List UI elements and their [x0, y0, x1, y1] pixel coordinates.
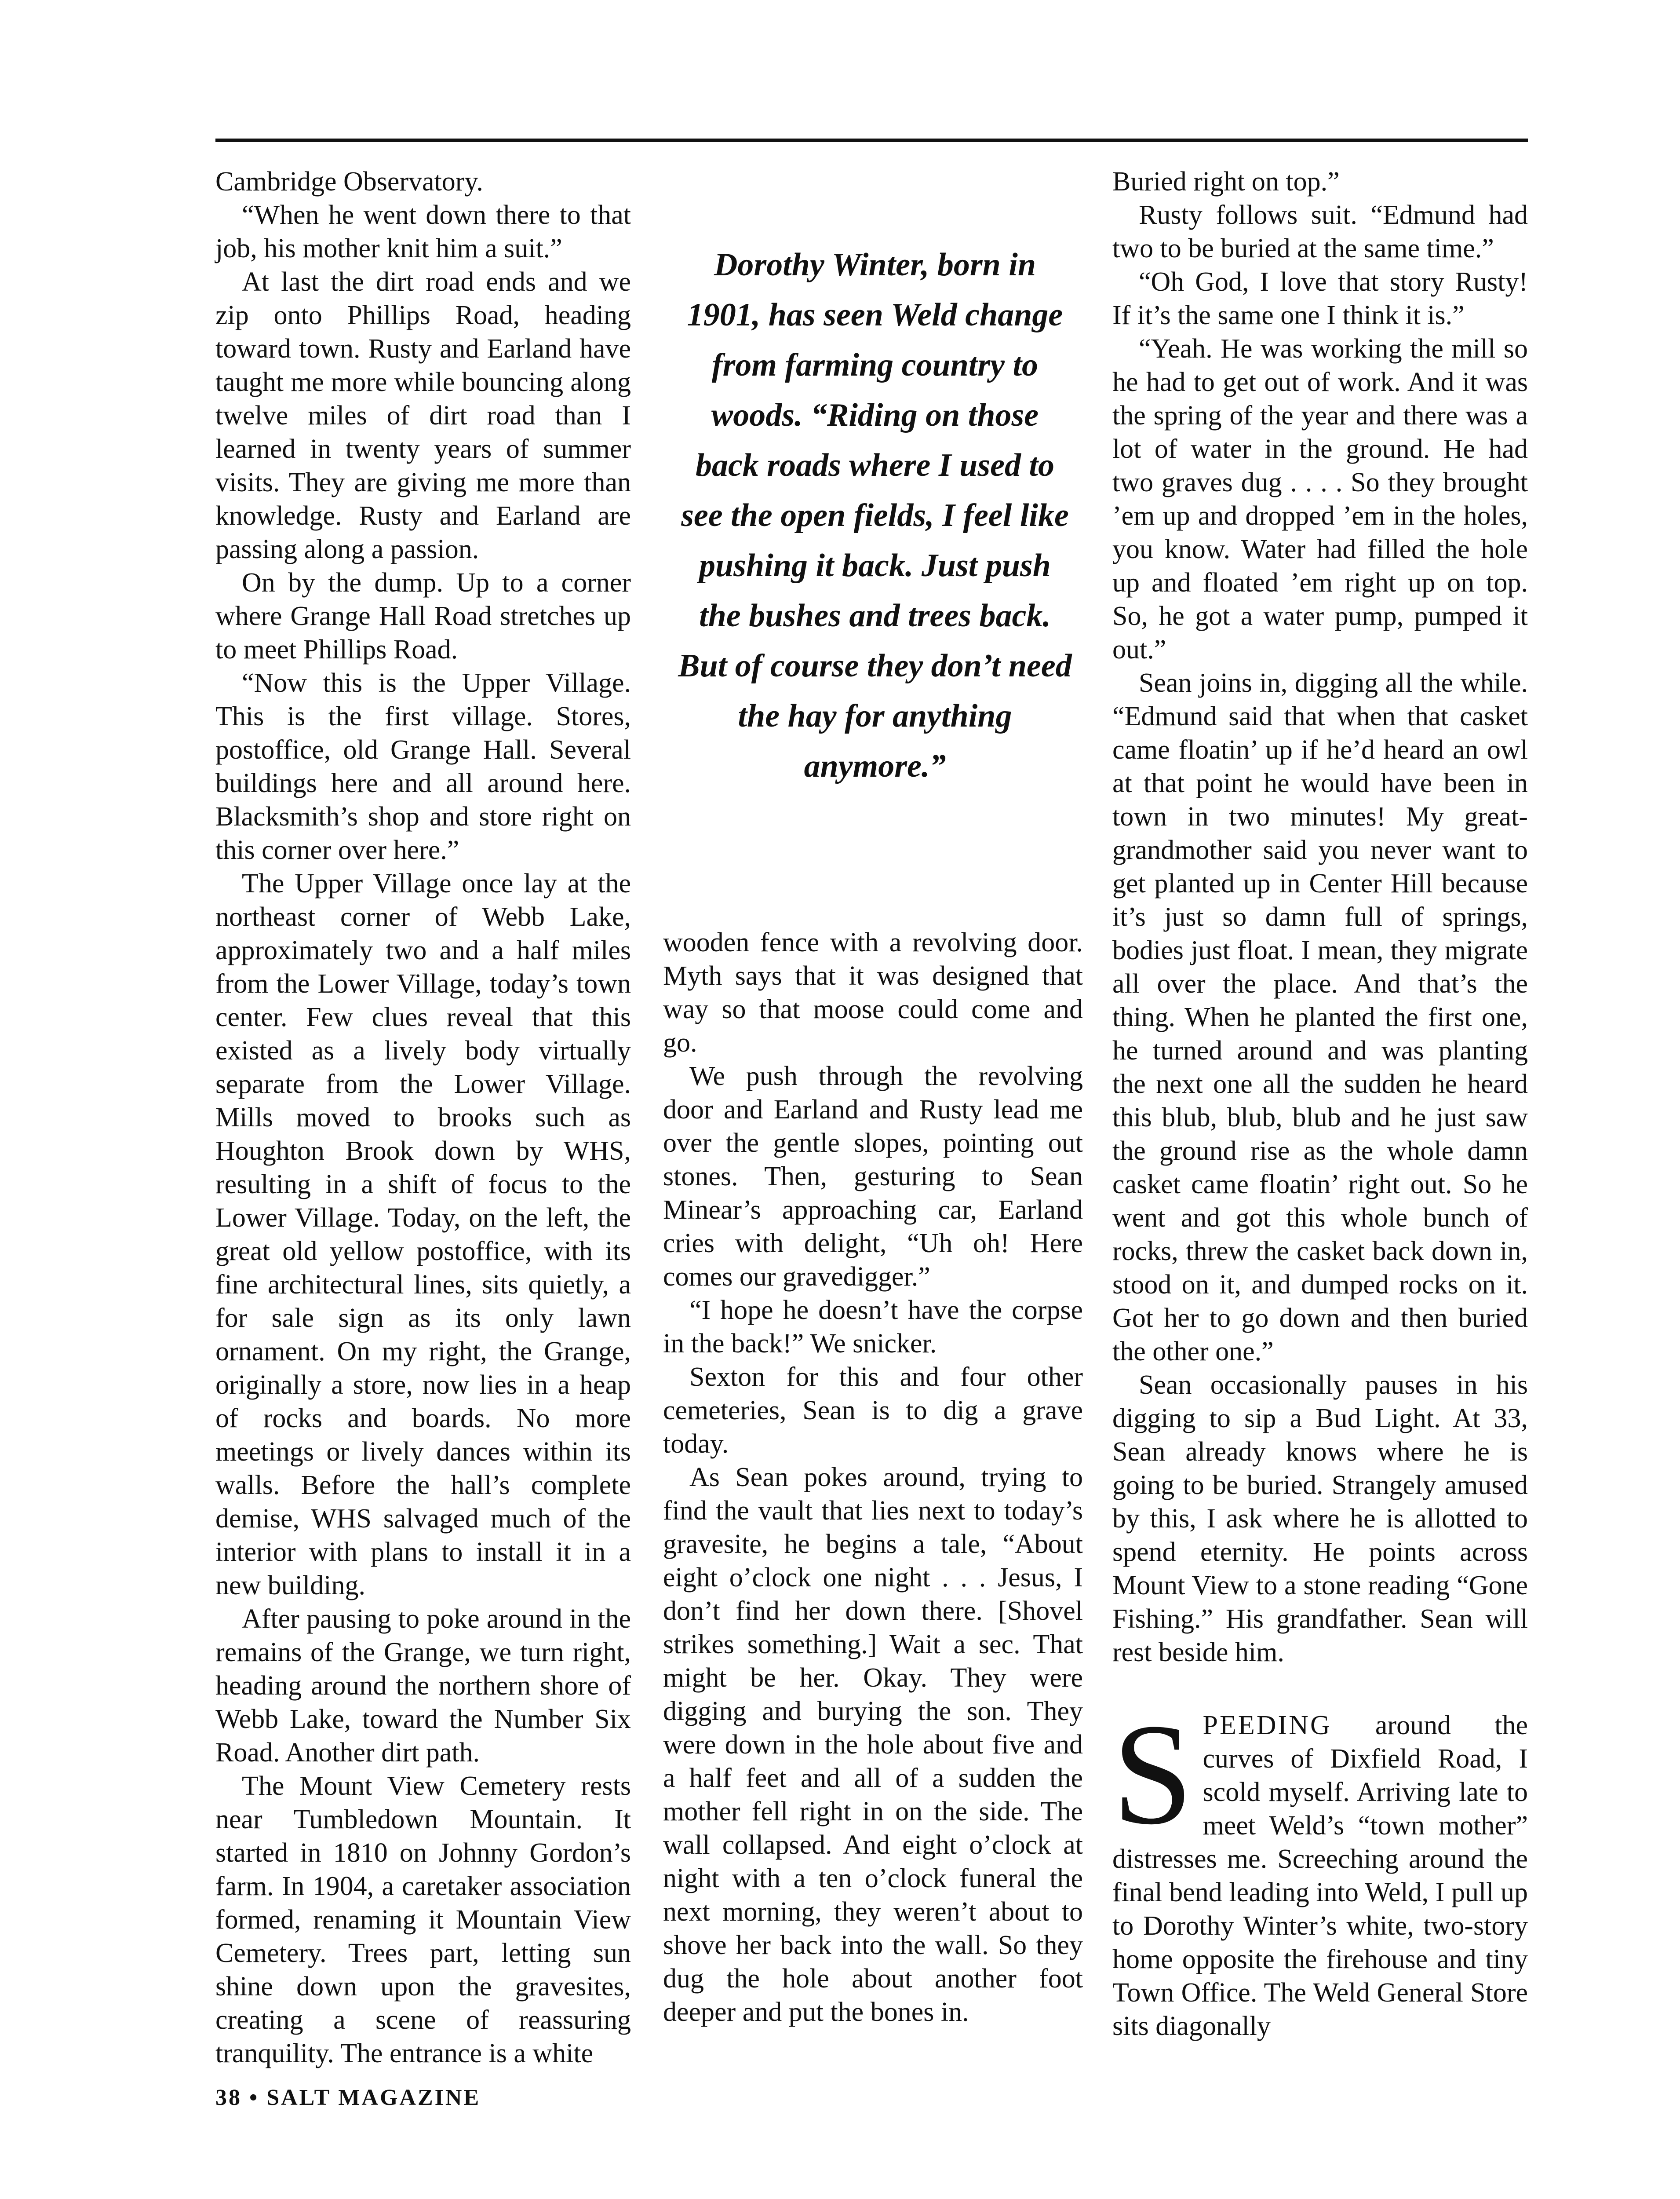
- paragraph: Sexton for this and four other cemeteries, Sean is to dig a grave today.: [663, 1362, 1083, 1459]
- column-3-body: [1112, 165, 1528, 1669]
- paragraph: Cambridge Observatory.: [215, 167, 483, 197]
- paragraph: We push through the revolving door and Earland and Rusty lead me over the gentle slopes, pointing out stones. Then, gesturing to Sean Minear’s approaching car, Earland cries with delight, “Uh oh! Here comes our gravedigger.”: [663, 1061, 1083, 1292]
- section-start-paragraph: [1112, 1694, 1528, 2043]
- paragraph: Sean joins in, digging all the while. “Edmund said that when that casket came floatin’ up if he’d heard an owl at that point he would have been in town in two minutes! My great-grandmother said you never want to get planted up in Center Hill because it’s just so damn full of springs, bodies just float. I mean, they migrate all over the place. And that’s the thing. When he planted the first one, he turned around and was planting the next one all the sudden he heard this blub, blub, blub and he just saw the ground rise as the whole damn casket came floatin’ right out. So he went and got this whole bunch of rocks, threw the casket back down in, stood on it, and dumped rocks on it. Got her to go down and then buried the other one.”: [1112, 668, 1528, 1366]
- lead-caps: PEEDING: [1203, 1710, 1332, 1740]
- paragraph: Sean occasionally pauses in his digging to sip a Bud Light. At 33, Sean already knows where he is going to be buried. Strangely amused by this, I ask where he is allotted to spend eternity. He points across Mount View to a stone reading “Gone Fishing.” His grandfather. Sean will rest beside him.: [1112, 1370, 1528, 1667]
- paragraph: Buried right on top.”: [1112, 167, 1340, 197]
- page-footer: 38 • SALT MAGAZINE: [215, 2085, 481, 2110]
- column-3: [1112, 165, 1528, 2043]
- paragraph: “Yeah. He was working the mill so he had to get out of work. And it was the spring of the year and there was a lot of water in the ground. He had two graves dug . . . . So they brought ’em up and dropped ’em in the holes, you know. Water had filled the hole up and floated ’em right up on top. So, he got a water pump, pumped it out.”: [1112, 334, 1528, 665]
- column-1: [215, 165, 631, 2070]
- paragraph: “Oh God, I love that story Rusty! If it’s the same one I think it is.”: [1112, 267, 1528, 330]
- top-rule: [215, 139, 1528, 142]
- paragraph: Rusty follows suit. “Edmund had two to be buried at the same time.”: [1112, 200, 1528, 263]
- paragraph: “I hope he doesn’t have the corpse in the back!” We snicker.: [663, 1295, 1083, 1359]
- paragraph: “When he went down there to that job, his mother knit him a suit.”: [215, 200, 631, 263]
- column-2: [663, 926, 1083, 2029]
- paragraph: The Upper Village once lay at the northeast corner of Webb Lake, approximately two and a half miles from the Lower Village, today’s town center. Few clues reveal that this existed as a lively body virtually separate from the Lower Village. Mills moved to brooks such as Houghton Brook down by WHS, resulting in a shift of focus to the Lower Village. Today, on the left, the great old yellow postoffice, with its fine architectural lines, sits quietly, a for sale sign as its only lawn ornament. On my right, the Grange, originally a store, now lies in a heap of rocks and boards. No more meetings or lively dances within its walls. Before the hall’s complete demise, WHS salvaged much of the interior with plans to install it in a new building.: [215, 869, 631, 1600]
- paragraph: As Sean pokes around, trying to find the vault that lies next to today’s gravesite, he begins a tale, “About eight o’clock one night . . . Jesus, I don’t find her down there. [Shovel strikes something.] Wait a sec. That might be her. Okay. They were digging and burying the son. They were down in the hole about five and a half feet and all of a sudden the mother fell right in on the side. The wall collapsed. And eight o’clock at night with a ten o’clock funeral the next morning, they weren’t about to shove her back into the wall. So they dug the hole about another foot deeper and put the bones in.: [663, 1462, 1083, 2027]
- paragraph: After pausing to poke around in the remains of the Grange, we turn right, heading around the northern shore of Webb Lake, toward the Number Six Road. Another dirt path.: [215, 1604, 631, 1768]
- paragraph: The Mount View Cemetery rests near Tumbledown Mountain. It started in 1810 on Johnny Gordon’s farm. In 1904, a caretaker association formed, renaming it Mountain View Cemetery. Trees part, letting sun shine down upon the gravesites, creating a scene of reassuring tranquility. The entrance is a white: [215, 1771, 631, 2068]
- paragraph: wooden fence with a revolving door. Myth says that it was designed that way so that moose could come and go.: [663, 928, 1083, 1058]
- paragraph: On by the dump. Up to a corner where Grange Hall Road stretches up to meet Phillips Road.: [215, 568, 631, 665]
- section-start-text: around the curves of Dixfield Road, I scold myself. Arriving late to meet Weld’s “town mother” distresses me. Screeching around the final bend leading into Weld, I pull up to Dorothy Winter’s white, two-story home opposite the firehouse and tiny Town Office. The Weld General Store sits diagonally: [1112, 1710, 1528, 2041]
- drop-cap: S: [1112, 1694, 1193, 1855]
- pull-quote: Dorothy Winter, born in 1901, has seen Weld change from farming country to woods. “Riding on those back roads where I used to see the open fields, I feel like pushing it back. Just push the bushes and trees back. But of course they don’t need the hay for anything anymore.”: [678, 247, 1072, 784]
- paragraph: “Now this is the Upper Village. This is the first village. Stores, postoffice, old Grange Hall. Several buildings here and all around here. Blacksmith’s shop and store right on this corner over here.”: [215, 668, 631, 865]
- paragraph: At last the dirt road ends and we zip onto Phillips Road, heading toward town. Rusty and Earland have taught me more while bouncing along twelve miles of dirt road than I learned in twenty years of summer visits. They are giving me more than knowledge. Rusty and Earland are passing along a passion.: [215, 267, 631, 564]
